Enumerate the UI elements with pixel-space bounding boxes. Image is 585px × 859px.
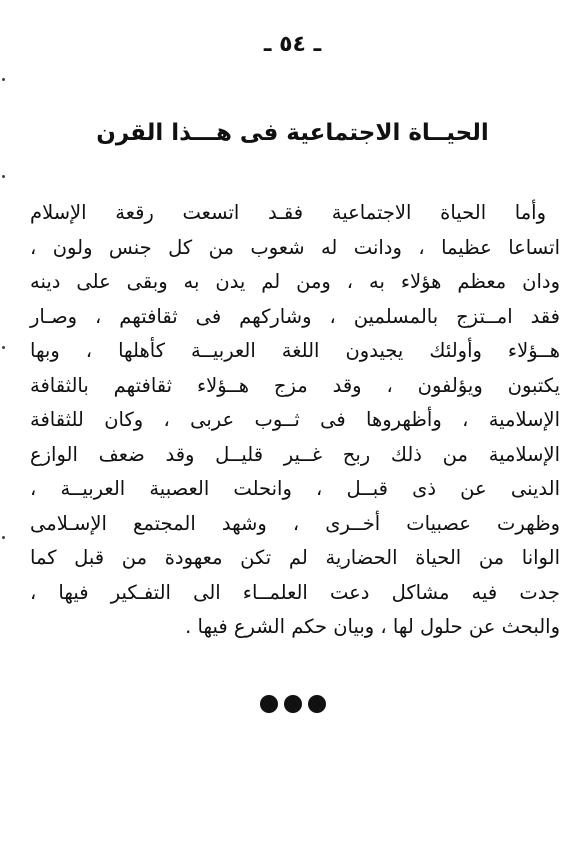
section-title: الحيــاة الاجتماعية فى هـــذا القرن [96, 120, 489, 146]
text-line: الدينى عن ذى قبــل ، وانحلت العصبية العربيــة ، [30, 477, 560, 500]
text-line: الإسلامية من ذلك ربح غــير قليــل وقد ضعف الوازع [30, 442, 560, 466]
text-line: وظهرت عصبيات أخــرى ، وشهد المجتمع الإسـلامى [30, 511, 560, 535]
text-line: وأما الحياة الاجتماعية فقـد اتسعت رقعة الإسلام [30, 201, 546, 224]
text-line: جدت فيه مشاكل دعت العلمــاء الى التفـكير فيها ، [30, 580, 560, 604]
text-line: فقد امــتزج بالمسلمين ، وشاركهم فى ثقافتهم ، وصـار [30, 304, 560, 328]
scan-margin-mark [2, 78, 5, 81]
text-line: الوانا من الحياة الحضارية لم تكن معهودة من قبل كما [30, 546, 560, 569]
ornament-dot [260, 695, 278, 713]
text-line: هــؤلاء وأولئك يجيدون اللغة العربيــة كأهلها ، وبها [30, 339, 560, 362]
scan-margin-mark [2, 536, 5, 539]
page-number: ـ ٥٤ ـ [263, 32, 322, 57]
text-line: يكتبون ويؤلفون ، وقد مزج هــؤلاء ثقافتهم بالثقافة [30, 373, 560, 397]
ornament-dot [308, 695, 326, 713]
section-end-ornament [0, 695, 585, 713]
body-paragraph [30, 196, 560, 645]
text-line: ودان معظم هؤلاء به ، ومن لم يدن به وبقى على دينه [30, 270, 560, 293]
text-line: الإسلامية ، وأظهروها فى ثــوب عربى ، وكان للثقافة [30, 408, 560, 431]
scan-margin-mark [2, 346, 5, 349]
text-line: اتساعا عظيما ، ودانت له شعوب من كل جنس ولون ، [30, 235, 560, 259]
text-line: والبحث عن حلول لها ، وبيان حكم الشرع فيها . [185, 615, 560, 638]
ornament-dot [284, 695, 302, 713]
scan-margin-mark [2, 175, 5, 178]
